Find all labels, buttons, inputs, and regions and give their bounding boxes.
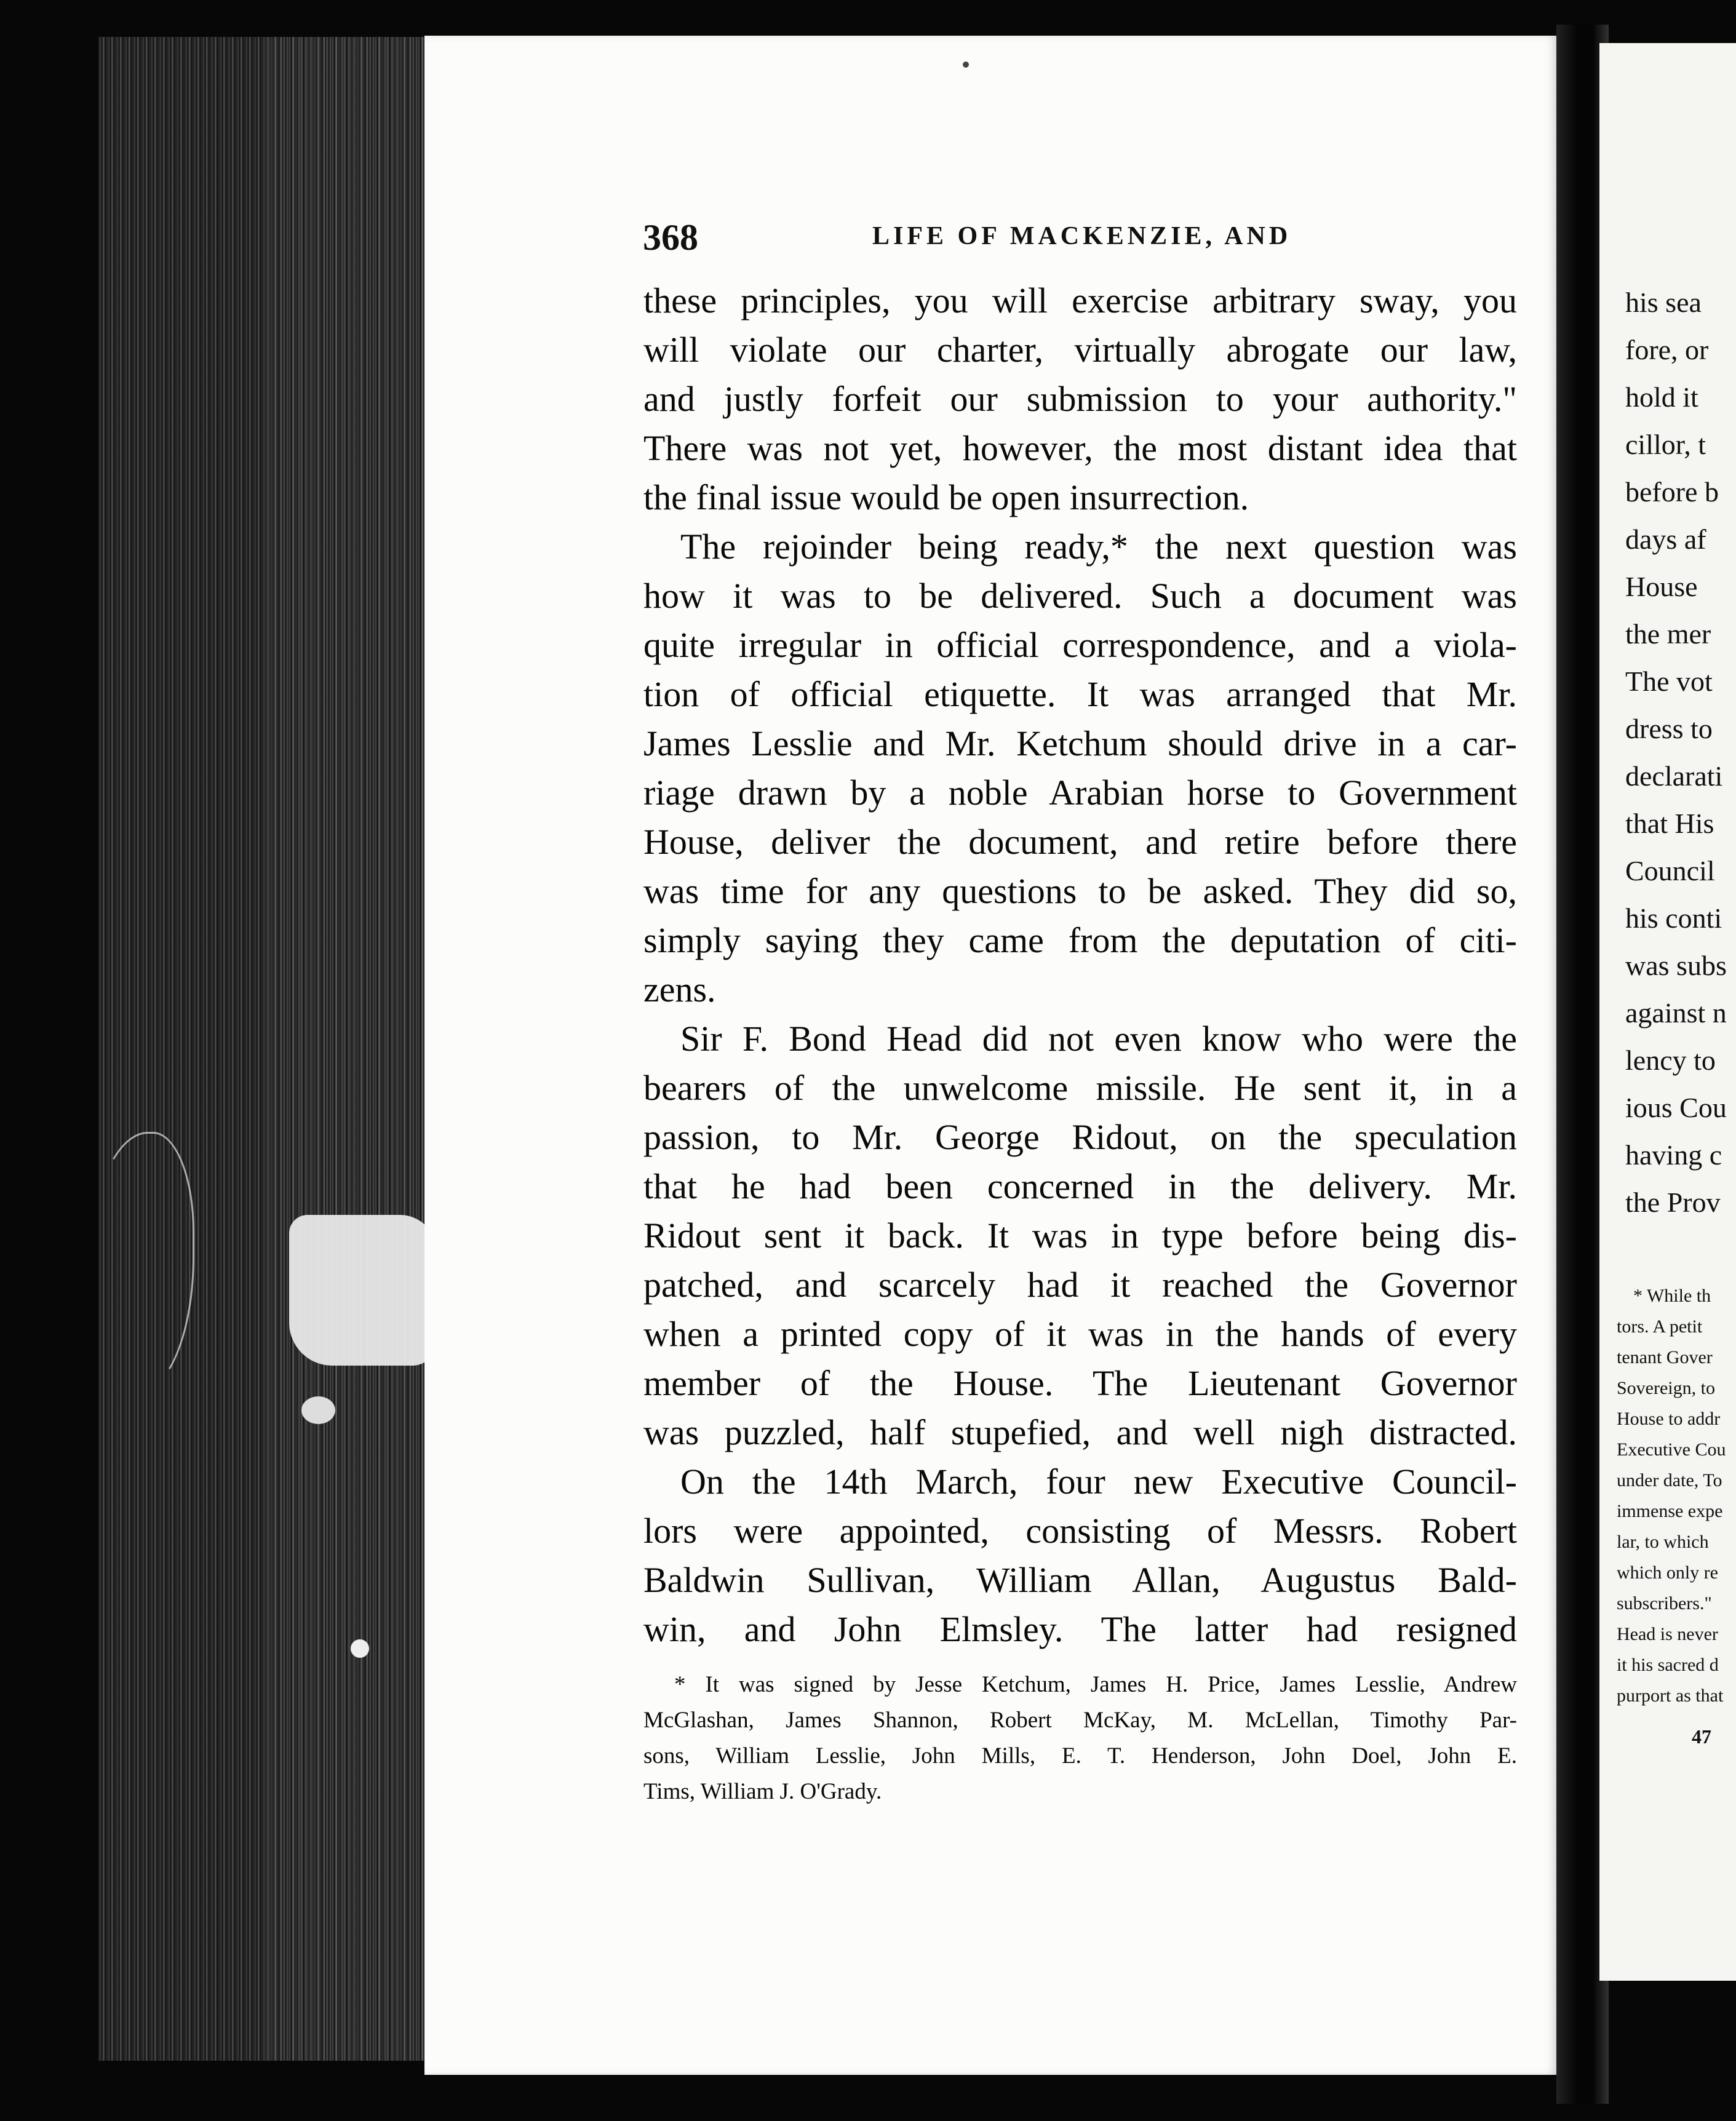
text-line: There was not yet, however, the most distant idea that (643, 428, 1517, 468)
right-footnote-line: subscribers." (1617, 1593, 1712, 1614)
text-line: how it was to be delivered. Such a document was (643, 576, 1517, 616)
text-line: Baldwin Sullivan, William Allan, Augustus Bald- (643, 1560, 1517, 1600)
right-text-line: that His (1625, 808, 1714, 839)
text-line: bearers of the unwelcome missile. He sent it, in a (643, 1068, 1517, 1108)
right-text-line: declarati (1625, 760, 1723, 792)
right-footnote-line: House to addr (1617, 1409, 1721, 1429)
right-text-line: his sea (1625, 287, 1702, 318)
page-number: 368 (643, 217, 698, 258)
right-text-line: The vot (1625, 666, 1713, 697)
paper-blemish-small (301, 1396, 335, 1424)
text-line: the final issue would be open insurrection. (643, 477, 1249, 517)
right-footnote-line: Executive Cou (1617, 1439, 1726, 1460)
text-line: will violate our charter, virtually abrogate our law, (643, 330, 1517, 370)
book-page-right (1599, 43, 1736, 1981)
text-line: James Lesslie and Mr. Ketchum should drive in a car- (643, 723, 1517, 763)
ink-speck (963, 62, 969, 68)
text-line: and justly forfeit our submission to your authority." (643, 379, 1517, 419)
right-footnote-line: which only re (1617, 1562, 1718, 1583)
text-line: Ridout sent it back. It was in type before being dis- (643, 1216, 1517, 1255)
text-line: was puzzled, half stupefied, and well nigh distracted. (643, 1412, 1517, 1452)
text-line: lors were appointed, consisting of Messrs. Robert (643, 1511, 1517, 1551)
footnote-line: McGlashan, James Shannon, Robert McKay, M. McLellan, Timothy Par- (643, 1708, 1517, 1733)
right-text-line: ious Cou (1625, 1092, 1727, 1123)
right-text-line: the Prov (1625, 1187, 1721, 1218)
text-line: Sir F. Bond Head did not even know who were the (680, 1019, 1517, 1059)
text-line: patched, and scarcely had it reached the Governor (643, 1265, 1517, 1305)
right-text-line: fore, or (1625, 334, 1709, 365)
footnote-line: sons, William Lesslie, John Mills, E. T. Henderson, John Doel, John E. (643, 1743, 1517, 1769)
right-footnote-line: purport as that (1617, 1685, 1724, 1706)
right-text-line: against n (1625, 997, 1727, 1029)
right-text-line: Council (1625, 855, 1715, 886)
right-text-line: days af (1625, 523, 1706, 555)
right-text-line: before b (1625, 476, 1719, 507)
text-line: quite irregular in official correspondence, and a viola- (643, 625, 1517, 665)
text-line: was time for any questions to be asked. They did so, (643, 871, 1517, 911)
text-line: House, deliver the document, and retire before there (643, 822, 1517, 862)
right-text-line: his conti (1625, 902, 1722, 934)
text-line: when a printed copy of it was in the hands of every (643, 1314, 1517, 1354)
right-text-line: lency to (1625, 1045, 1716, 1076)
right-footnote-line: * While th (1633, 1286, 1711, 1306)
right-footnote-line: lar, to which (1617, 1532, 1709, 1552)
right-footnote-line: Sovereign, to (1617, 1378, 1715, 1398)
text-line: The rejoinder being ready,* the next question was (680, 527, 1517, 567)
right-footnote-line: Head is never (1617, 1624, 1718, 1644)
text-line: On the 14th March, four new Executive Council- (680, 1462, 1517, 1502)
right-text-line: dress to (1625, 713, 1713, 744)
text-line: member of the House. The Lieutenant Governor (643, 1363, 1517, 1403)
right-text-line: House (1625, 571, 1698, 602)
text-line: zens. (643, 969, 716, 1009)
right-footnote-line: tors. A petit (1617, 1316, 1703, 1337)
text-line: passion, to Mr. George Ridout, on the speculation (643, 1117, 1517, 1157)
right-text-line: cillor, t (1625, 429, 1706, 460)
right-footnote-line: tenant Gover (1617, 1347, 1713, 1367)
signature-mark: 47 (1692, 1725, 1711, 1748)
text-line: these principles, you will exercise arbitrary sway, you (643, 281, 1517, 320)
running-head: LIFE OF MACKENZIE, AND (872, 222, 1292, 250)
right-footnote-line: under date, To (1617, 1470, 1722, 1490)
right-text-line: was subs (1625, 950, 1727, 981)
text-line: riage drawn by a noble Arabian horse to Government (643, 773, 1517, 813)
footnote-line: Tims, William J. O'Grady. (643, 1779, 882, 1804)
right-footnote-line: it his sacred d (1617, 1655, 1719, 1675)
paper-blemish-dot (351, 1639, 369, 1658)
paper-blemish (289, 1215, 437, 1366)
text-line: tion of official etiquette. It was arranged that Mr. (643, 674, 1517, 714)
book-fore-edge (98, 37, 434, 2061)
footnote-line: * It was signed by Jesse Ketchum, James H. Price, James Lesslie, Andrew (674, 1672, 1517, 1697)
right-footnote-line: immense expe (1617, 1501, 1723, 1521)
text-line: win, and John Elmsley. The latter had resigned (643, 1609, 1517, 1649)
text-line: simply saying they came from the deputation of citi- (643, 920, 1517, 960)
right-text-line: the mer (1625, 618, 1711, 650)
right-text-line: hold it (1625, 381, 1698, 413)
right-text-line: having c (1625, 1139, 1722, 1171)
text-line: that he had been concerned in the delivery. Mr. (643, 1166, 1517, 1206)
